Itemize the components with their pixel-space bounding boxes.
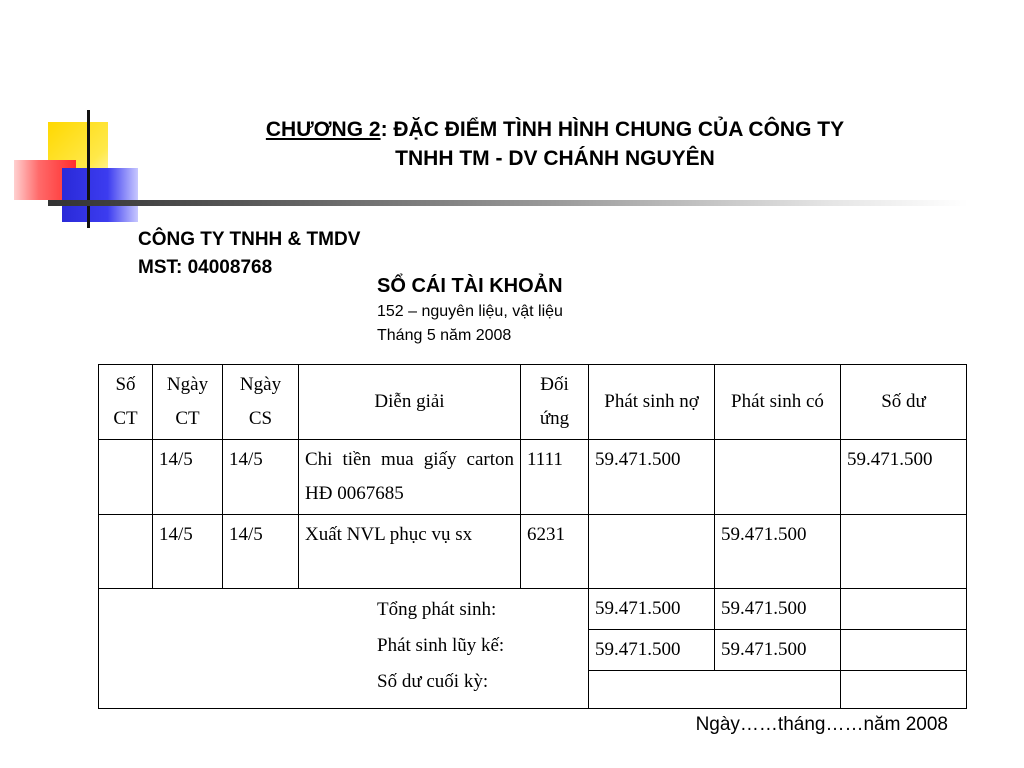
cell-ngay-ct: 14/5: [153, 440, 223, 515]
ledger-account: 152 – nguyên liệu, vật liệu: [377, 303, 563, 320]
cell-ps-co: [715, 440, 841, 515]
summary-cumulative-co: 59.471.500: [715, 630, 841, 671]
header-so-du: Số dư: [841, 365, 967, 440]
ledger-table-container: [98, 364, 966, 698]
chapter-label: CHƯƠNG 2: [265, 118, 381, 141]
ledger-period: Tháng 5 năm 2008: [377, 327, 512, 344]
summary-label-ending: Số dư cuối kỳ:: [377, 671, 489, 692]
table-row: [99, 515, 967, 589]
cell-so-ct: [99, 440, 153, 515]
header-so-ct: Số CT: [99, 365, 153, 440]
cell-ngay-ct: 14/5: [153, 515, 223, 589]
cell-ps-co: 59.471.500: [715, 515, 841, 589]
decor-blue-square: [62, 168, 138, 222]
cell-ngay-cs: 14/5: [223, 440, 299, 515]
title-line-1-text: : ĐẶC ĐIỂM TÌNH HÌNH CHUNG CỦA CÔNG TY: [380, 118, 845, 141]
cell-ngay-cs: 14/5: [223, 515, 299, 589]
cell-doi-ung: 1111: [521, 440, 589, 515]
company-tax-id: MST: 04008768: [138, 257, 273, 278]
summary-label-cumulative: Phát sinh lũy kế:: [377, 635, 505, 656]
cell-dien-giai: Chi tiền mua giấy carton HĐ 0067685: [299, 440, 521, 515]
summary-ending-du: [841, 671, 967, 709]
header-ps-co: Phát sinh có: [715, 365, 841, 440]
summary-total-co: 59.471.500: [715, 589, 841, 630]
summary-total-no: 59.471.500: [589, 589, 715, 630]
slide-title: [140, 115, 970, 173]
ledger-heading: SỔ CÁI TÀI KHOẢN: [377, 275, 563, 297]
cell-dien-giai: Xuất NVL phục vụ sx: [299, 515, 521, 589]
summary-row-total: [99, 589, 967, 630]
summary-total-du: [841, 589, 967, 630]
summary-cumulative-du: [841, 630, 967, 671]
summary-label-total: Tổng phát sinh:: [377, 599, 497, 620]
header-doi-ung: Đối ứng: [521, 365, 589, 440]
table-header-row: [99, 365, 967, 440]
title-line-1: [140, 115, 970, 144]
title-line-2: TNHH TM - DV CHÁNH NGUYÊN: [395, 147, 715, 170]
cell-ps-no: 59.471.500: [589, 440, 715, 515]
cell-so-du: 59.471.500: [841, 440, 967, 515]
cell-doi-ung: 6231: [521, 515, 589, 589]
header-ngay-ct: Ngày CT: [153, 365, 223, 440]
cell-so-ct: [99, 515, 153, 589]
company-name: CÔNG TY TNHH & TMDV: [138, 229, 361, 250]
header-dien-giai: Diễn giải: [299, 365, 521, 440]
summary-ending-no: [589, 671, 841, 709]
decor-horizontal-rule: [48, 200, 968, 206]
header-ngay-cs: Ngày CS: [223, 365, 299, 440]
cell-ps-no: [589, 515, 715, 589]
decor-vertical-line: [87, 110, 90, 228]
ledger-heading-block: [377, 272, 563, 348]
company-info: [138, 226, 360, 282]
header-ps-no: Phát sinh nợ: [589, 365, 715, 440]
ledger-table: [98, 364, 967, 709]
cell-so-du: [841, 515, 967, 589]
table-row: [99, 440, 967, 515]
summary-labels-cell: [99, 589, 589, 709]
summary-cumulative-no: 59.471.500: [589, 630, 715, 671]
footer-date-line: Ngày……tháng……năm 2008: [695, 714, 948, 735]
